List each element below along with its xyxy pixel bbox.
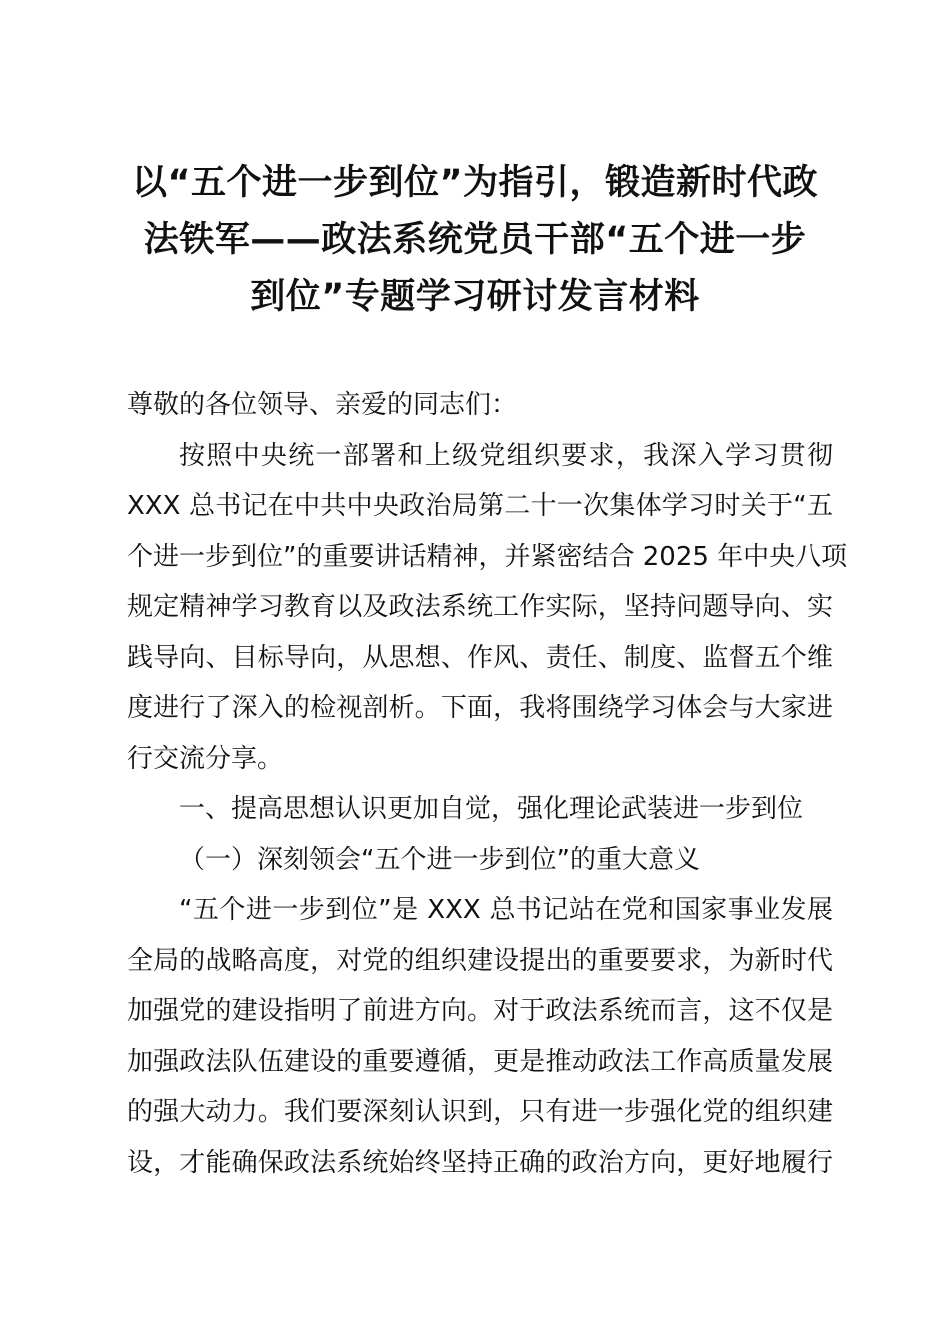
section-paragraph-line: 加强政法队伍建设的重要遵循，更是推动政法工作高质量发展	[127, 1046, 833, 1077]
title-line: 到位”专题学习研讨发言材料	[250, 277, 700, 317]
intro-paragraph-line: XXX 总书记在中共中央政治局第二十一次集体学习时关于“五	[127, 491, 833, 521]
section-paragraph-line: 全局的战略高度，对党的组织建设提出的重要要求，为新时代	[127, 945, 833, 976]
section-paragraph-line: 设，才能确保政法系统始终坚持正确的政治方向，更好地履行	[127, 1147, 833, 1178]
intro-paragraph-line: 践导向、目标导向，从思想、作风、责任、制度、监督五个维	[127, 642, 833, 673]
intro-paragraph-line: 规定精神学习教育以及政法系统工作实际，坚持问题导向、实	[127, 592, 833, 622]
section-paragraph-line: 加强党的建设指明了前进方向。对于政法系统而言，这不仅是	[127, 996, 833, 1026]
document-body	[127, 380, 848, 1188]
intro-paragraph-line: 按照中央统一部署和上级党组织要求，我深入学习贯彻	[179, 440, 833, 471]
salutation: 尊敬的各位领导、亲爱的同志们：	[127, 390, 518, 420]
section-paragraph-line: “五个进一步到位”是 XXX 总书记站在党和国家事业发展	[179, 895, 833, 925]
section-heading: 一、提高思想认识更加自觉，强化理论武装进一步到位	[179, 794, 804, 824]
document-title	[110, 155, 840, 326]
intro-paragraph-line: 度进行了深入的检视剖析。下面，我将围绕学习体会与大家进	[127, 693, 833, 723]
title-line: 以“五个进一步到位”为指引，锻造新时代政	[131, 163, 818, 203]
section-paragraph-line: 的强大动力。我们要深刻认识到，只有进一步强化党的组织建	[127, 1097, 833, 1127]
title-line: 法铁军——政法系统党员干部“五个进一步	[143, 220, 807, 260]
intro-paragraph-line: 行交流分享。	[127, 743, 284, 774]
intro-paragraph-line: 个进一步到位”的重要讲话精神，并紧密结合 2025 年中央八项	[127, 541, 848, 572]
subsection-heading: （一）深刻领会“五个进一步到位”的重大意义	[179, 844, 700, 875]
